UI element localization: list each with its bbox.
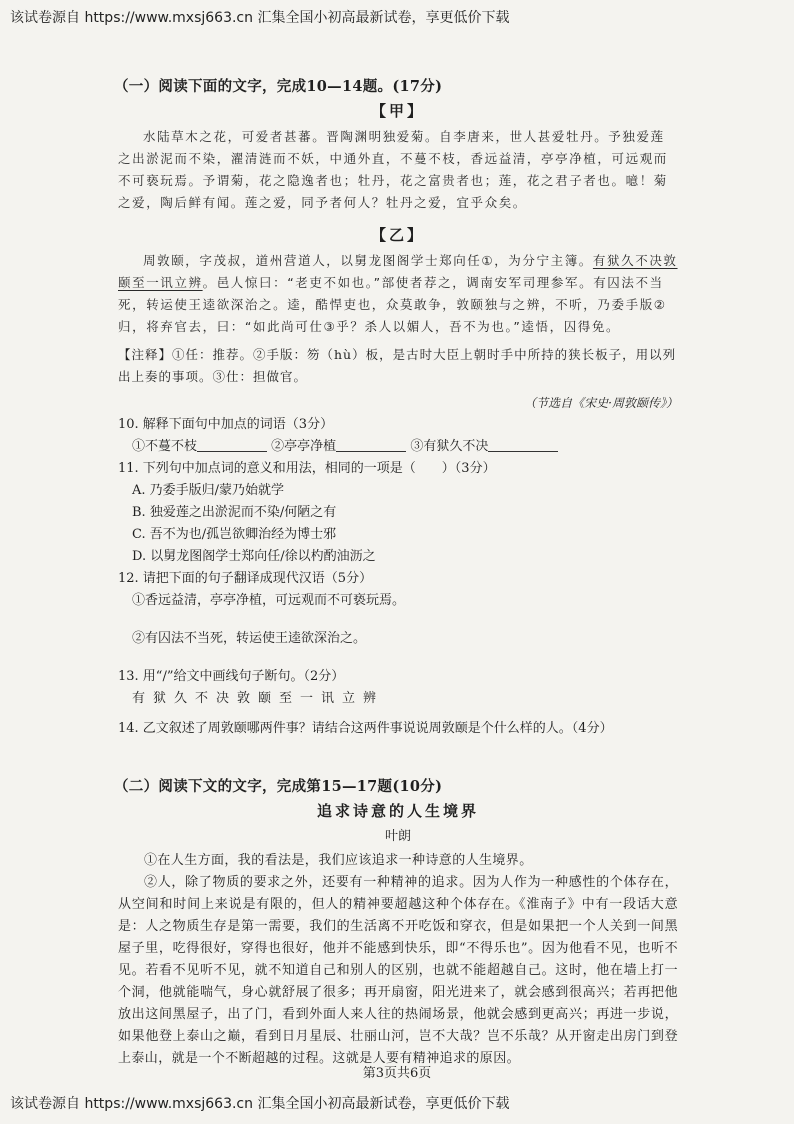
q12-item-2: ②有囚法不当死，转运使王逵欲深治之。 xyxy=(132,631,367,646)
q11-option-b: B. 独爱莲之出淤泥而不染/何陋之有 xyxy=(132,505,337,520)
yi-label: 【乙】 xyxy=(370,226,425,244)
answer-blank xyxy=(336,437,406,452)
question-10-items xyxy=(132,436,678,458)
annotation-note: 【注释】①任：推荐。②手版：笏（hù）板，是古时大臣上朝时手中所持的狭长板子，用以列出上奏的事项。③仕：担做官。 xyxy=(118,347,677,384)
question-14: 14. 乙文叙述了周敦颐哪两件事？请结合这两件事说说周敦颐是个什么样的人。（4分） xyxy=(118,721,613,736)
answer-blank xyxy=(197,437,267,452)
exam-page xyxy=(114,70,678,1070)
q13-sentence: 有狱久不决敦颐至一讯立辨 xyxy=(132,691,385,706)
question-10: 10. 解释下面句中加点的词语（3分） xyxy=(118,417,334,432)
question-11: 11. 下列句中加点词的意义和用法，相同的一项是（ ）（3分） xyxy=(118,461,496,476)
section1-title: （一）阅读下面的文字，完成10—14题。(17分) xyxy=(114,78,443,95)
q11-option-d: D. 以舅龙图阁学士郑向任/徐以杓酌油沥之 xyxy=(132,549,376,564)
passage-source: （节选自《宋史·周敦颐传》） xyxy=(524,396,678,410)
q10-item-2: ②亭亭净植 xyxy=(271,439,337,454)
q11-option-c: C. 吾不为也/孤岂欲卿治经为博士邪 xyxy=(132,527,337,542)
jia-passage: 水陆草木之花，可爱者甚蕃。晋陶渊明独爱菊。自李唐来，世人甚爱牡丹。予独爱莲之出淤泥而不染，濯清涟而不妖，中通外直，不蔓不枝，香远益清，亭亭净植，可远观而不可亵玩焉。予谓菊，花之隐逸者也；牡丹，花之富贵者也；莲，花之君子者也。噫！菊之爱，陶后鲜有闻。莲之爱，同予者何人？牡丹之爱，宜乎众矣。 xyxy=(118,129,668,210)
article-author: 叶朗 xyxy=(384,829,411,844)
q12-item-1: ①香远益清，亭亭净植，可远观而不可亵玩焉。 xyxy=(132,593,406,608)
q11-option-a: A. 乃委手版归/蒙乃始就学 xyxy=(132,483,285,498)
source-banner-top: 该试卷源自 https://www.mxsj663.cn 汇集全国小初高最新试卷，享更低价下载 xyxy=(10,10,510,26)
article-paragraph-1: ①在人生方面，我的看法是，我们应该追求一种诗意的人生境界。 xyxy=(144,853,533,868)
yi-passage xyxy=(118,250,678,338)
yi-passage-part1: 周敦颐，字茂叔，道州营道人，以舅龙图阁学士郑向任①，为分宁主簿。 xyxy=(143,253,593,268)
q10-item-1: ①不蔓不枝 xyxy=(132,439,198,454)
page-number: 第3页共6页 xyxy=(362,1066,432,1081)
answer-blank xyxy=(488,437,558,452)
jia-label: 【甲】 xyxy=(370,102,425,120)
source-banner-bottom: 该试卷源自 https://www.mxsj663.cn 汇集全国小初高最新试卷，享更低价下载 xyxy=(10,1096,510,1112)
question-13: 13. 用“/”给文中画线句子断句。（2分） xyxy=(118,669,345,684)
yi-underlined-sentence: 有狱久不决敦颐至一讯立辨 xyxy=(118,253,678,290)
section2-title: （二）阅读下文的文字，完成第15—17题(10分) xyxy=(114,778,443,795)
article-paragraph-2: ②人，除了物质的要求之外，还要有一种精神的追求。因为人作为一种感性的个体存在，从空间和时间上来说是有限的，但人的精神要超越这种个体存在。《淮南子》中有一段话大意是：人之物质生存是第一需要，我们的生活离不开吃饭和穿衣，但是如果把一个人关到一间黑屋子里，吃得很好，穿得也很好，他并不能感到快乐，即“不得乐也”。因为他看不见，也听不见。若看不见听不见，就不知道自己和别人的区别，也就不能超越自己。这时，他在墙上打一个洞，他就能喘气，身心就舒展了很多；再开扇窗，阳光进来了，就会感到很高兴；若再把他放出这间黑屋子，出了门，看到外面人来人往的热闹场景，他就会感到更高兴；再进一步说，如果他登上泰山之巅，看到日月星辰、壮丽山河，岂不大哉？岂不乐哉？从开窗走出房门到登上泰山，就是一个不断超越的过程。这就是人要有精神追求的原因。 xyxy=(118,875,678,1066)
q10-item-3: ③有狱久不决 xyxy=(410,439,489,454)
article-title: 追求诗意的人生境界 xyxy=(316,802,479,820)
yi-passage-part2: 。邑人惊曰：“老吏不如也。”部使者荐之，调南安军司理参军。有囚法不当死，转运使王逵欲深治之。逵，酷悍吏也，众莫敢争，敦颐独与之辨，不听，乃委手版②归，将弃官去，曰：“如此尚可仕③乎？杀人以媚人，吾不为也。”逵悟，囚得免。 xyxy=(118,275,667,334)
question-12: 12. 请把下面的句子翻译成现代汉语（5分） xyxy=(118,571,373,586)
